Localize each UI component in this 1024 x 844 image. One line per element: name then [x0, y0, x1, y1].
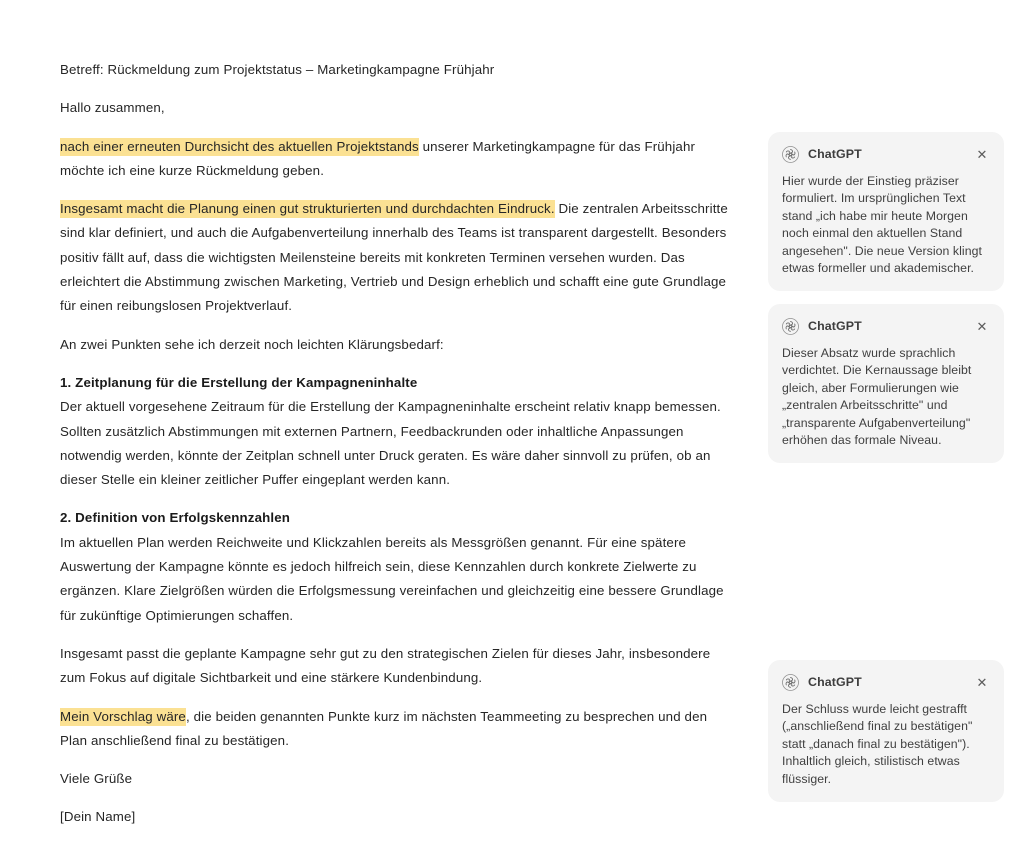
- chatgpt-logo-icon: [782, 146, 799, 163]
- text-run: 1. Zeitplanung für die Erstellung der Kampagneninhalte: [60, 374, 418, 390]
- close-icon[interactable]: ✕: [974, 146, 990, 162]
- text-run: Betreff: Rückmeldung zum Projektstatus – Marketingkampagne Frühjahr: [60, 62, 495, 77]
- highlighted-text[interactable]: Mein Vorschlag wäre: [60, 708, 186, 724]
- text-run: Viele Grüße: [60, 771, 133, 787]
- comment-card[interactable]: [768, 660, 1004, 802]
- comment-author: ChatGPT: [808, 675, 862, 689]
- document-body: [60, 58, 732, 844]
- document-paragraph: [60, 96, 732, 120]
- comment-card-header: [782, 144, 990, 164]
- comment-text: Hier wurde der Einstieg präziser formuliert. Im ursprünglichen Text stand „ich habe mir heute Morgen noch einmal den aktuellen Stand angesehen". Die neue Version klingt etwas formeller und akademischer.: [782, 174, 982, 276]
- document-paragraph: [60, 58, 732, 82]
- comment-text: Der Schluss wurde leicht gestrafft („anschließend final zu bestätigen" statt „danach final zu bestätigen"). Inhaltlich gleich, stilistisch etwas flüssiger.: [782, 702, 973, 786]
- text-run: An zwei Punkten sehe ich derzeit noch leichten Klärungsbedarf:: [60, 336, 444, 352]
- text-run: Hallo zusammen,: [60, 100, 165, 116]
- text-run: Die zentralen Arbeitsschritte sind klar definiert, und auch die Aufgabenverteilung innerhalb des Teams ist transparent dargestellt. Besonders positiv fällt auf, dass die wichtigsten Meilensteine bereits mit konkreten Terminen versehen wurden. Das erleichtert die Abstimmung zwischen Marketing, Vertrieb und Design erheblich und schafft eine gute Grundlage für einen reibungslosen Projektverlauf.: [60, 201, 728, 314]
- document-heading: [60, 506, 732, 530]
- document-paragraph: [60, 805, 732, 829]
- close-icon[interactable]: ✕: [974, 318, 990, 334]
- text-run: 2. Definition von Erfolgskennzahlen: [60, 510, 290, 526]
- comment-author: ChatGPT: [808, 147, 862, 161]
- document-paragraph: [60, 135, 732, 184]
- comment-card-header: [782, 316, 990, 336]
- comment-card[interactable]: [768, 132, 1004, 291]
- document-paragraph: [60, 197, 732, 318]
- document-paragraph: [60, 705, 732, 754]
- highlighted-text[interactable]: nach einer erneuten Durchsicht des aktuellen Projektstands: [60, 138, 419, 154]
- chatgpt-logo-icon: [782, 318, 799, 335]
- text-run: Insgesamt passt die geplante Kampagne sehr gut zu den strategischen Zielen für dieses Jahr, insbesondere zum Fokus auf digitale Sichtbarkeit und eine stärkere Kundenbindung.: [60, 645, 711, 686]
- document-paragraph: [60, 642, 732, 691]
- comment-author: ChatGPT: [808, 319, 862, 333]
- highlighted-text[interactable]: Insgesamt macht die Planung einen gut strukturierten und durchdachten Eindruck.: [60, 201, 555, 217]
- comment-card-header: [782, 672, 990, 692]
- comment-sidebar: [768, 0, 1004, 787]
- text-run: [Dein Name]: [60, 809, 136, 825]
- document-heading: [60, 371, 732, 395]
- comment-card[interactable]: [768, 304, 1004, 463]
- text-run: Der aktuell vorgesehene Zeitraum für die Erstellung der Kampagneninhalte erscheint relativ knapp bemessen. Sollten zusätzlich Abstimmungen mit externen Partnern, Feedbackrunden oder inhaltliche Anpassungen notwendig werden, könnte der Zeitplan schnell unter Druck geraten. Es wäre daher sinnvoll zu prüfen, ob an dieser Stelle ein kleiner zeitlicher Puffer eingeplant werden kann.: [60, 399, 721, 488]
- close-icon[interactable]: ✕: [974, 674, 990, 690]
- comment-text: Dieser Absatz wurde sprachlich verdichtet. Die Kernaussage bleibt gleich, aber Formulierungen wie „zentralen Arbeitsschritte" und „transparente Aufgabenverteilung" erhöhen das formale Niveau.: [782, 346, 972, 448]
- document-paragraph: [60, 767, 732, 791]
- text-run: Im aktuellen Plan werden Reichweite und Klickzahlen bereits als Messgrößen genannt. Für eine spätere Auswertung der Kampagne könnte es jedoch hilfreich sein, diese Kennzahlen durch konkrete Zielwerte zu ergänzen. Klare Zielgrößen würden die Erfolgsmessung vereinfachen und gleichzeitig eine bessere Grundlage für zukünftige Optimierungen schaffen.: [60, 534, 724, 623]
- document-paragraph: [60, 531, 732, 628]
- chatgpt-logo-icon: [782, 674, 799, 691]
- document-paragraph: [60, 395, 732, 492]
- document-paragraph: [60, 333, 732, 357]
- text-run: , die beiden genannten Punkte kurz im nächsten Teammeeting zu besprechen und den Plan anschließend final zu bestätigen.: [60, 708, 708, 748]
- text-run: unserer Marketingkampagne für das Frühjahr möchte ich eine kurze Rückmeldung geben.: [60, 138, 696, 178]
